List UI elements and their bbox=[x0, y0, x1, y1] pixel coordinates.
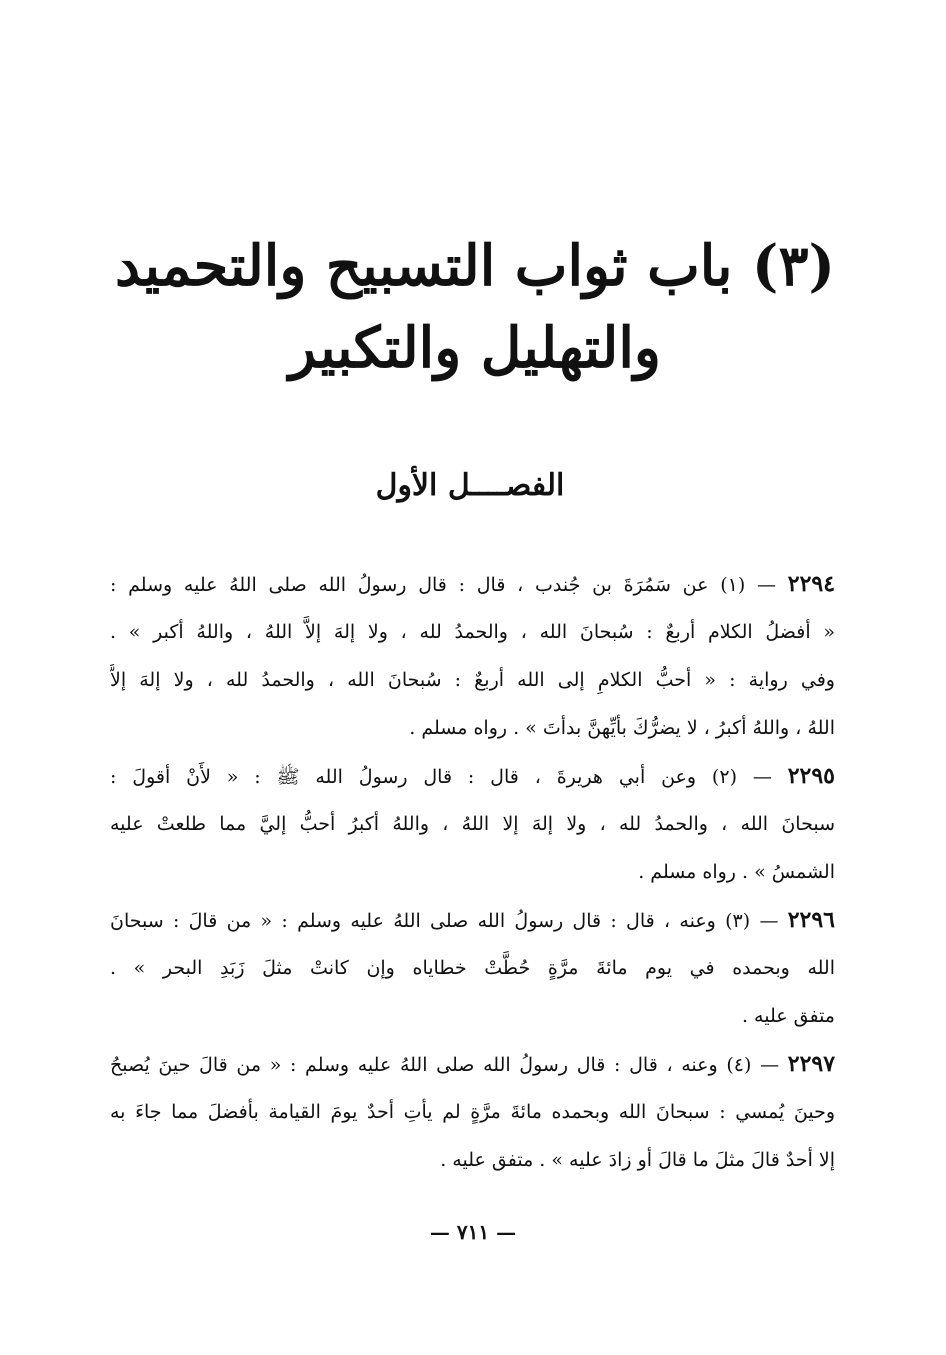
hadith-number: ٢٢٩٤ bbox=[787, 571, 835, 597]
hadith-number: ٢٢٩٧ bbox=[787, 1051, 835, 1077]
hadith-2295-line-2: سبحانَ الله ، والحمدُ لله ، ولا إلهَ إلا اللهُ ، واللهُ أكبرُ أحبُّ إليَّ مما طلعتْ عليه bbox=[110, 813, 835, 835]
hadith-2294-line-3: وفي رواية : « أحبُّ الكلامِ إلى الله أربعٌ : سُبحانَ الله ، والحمدُ لله ، ولا إلهَ إلاَّ bbox=[110, 669, 835, 691]
hadith-number: ٢٢٩٦ bbox=[787, 907, 835, 933]
hadith-2294-line-2: « أفضلُ الكلام أربعٌ : سُبحانَ الله ، والحمدُ لله ، ولا إلهَ إلاَّ اللهُ ، واللهُ أكبر » . bbox=[110, 621, 835, 643]
hadith-2297-line-1: ٢٢٩٧ — (٤) وعنه ، قال : قال رسولُ الله صلى اللهُ عليه وسلم : « من قالَ حينَ يُصبحُ bbox=[110, 1051, 835, 1077]
hadith-2294-line-1: ٢٢٩٤ — (١) عن سَمُرَةَ بن جُندب ، قال : قال رسولُ الله صلى اللهُ عليه وسلم : bbox=[110, 571, 835, 597]
hadith-2297-line-3: إلا أحدٌ قالَ مثلَ ما قالَ أو زادَ عليه » . متفق عليه . bbox=[440, 1149, 835, 1171]
section-heading: الفصــــل الأول bbox=[375, 468, 565, 503]
hadith-2295-line-1: ٢٢٩٥ — (٢) وعن أبي هريرةَ ، قال : قال رسولُ الله ﷺ : « لأَنْ أقولَ : bbox=[110, 763, 835, 789]
hadith-2297-line-2: وحينَ يُمسي : سبحانَ الله وبحمده مائةَ مرَّةٍ لم يأتِ أحدٌ يومَ القيامة بأفضلَ مما جاءَ به bbox=[110, 1101, 835, 1123]
chapter-title-line-2: والتهليل والتكبير bbox=[289, 315, 661, 381]
hadith-number: ٢٢٩٥ bbox=[787, 763, 835, 789]
hadith-2295-line-3: الشمسُ » . رواه مسلم . bbox=[638, 861, 835, 883]
hadith-2296-line-3: متفق عليه . bbox=[741, 1005, 835, 1027]
chapter-title bbox=[100, 225, 850, 389]
hadith-text-body bbox=[110, 560, 835, 1184]
hadith-2296-line-2: الله وبحمده في يوم مائةَ مرَّةٍ حُطَّتْ خطاياه وإن كانتْ مثلَ زَبَدِ البحر » . bbox=[110, 957, 835, 979]
hadith-2294-line-4: اللهُ ، واللهُ أكبرُ ، لا يضرُّكَ بأيِّهنَّ بدأتَ » . رواه مسلم . bbox=[409, 717, 835, 739]
hadith-2296-line-1: ٢٢٩٦ — (٣) وعنه ، قال : قال رسولُ الله صلى اللهُ عليه وسلم : « من قالَ : سبحانَ bbox=[110, 907, 835, 933]
chapter-title-line-1: (٣) باب ثواب التسبيح والتحميد bbox=[114, 233, 836, 299]
page-number: — ٧١١ — bbox=[429, 1220, 517, 1244]
